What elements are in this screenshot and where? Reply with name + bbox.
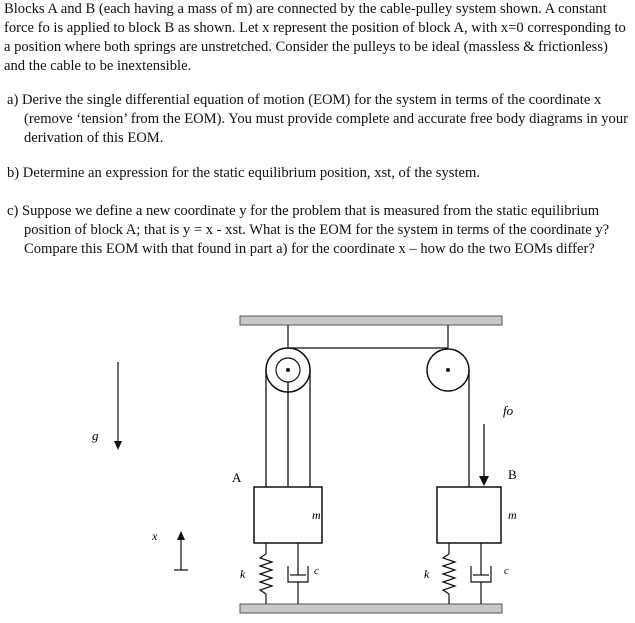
mass-b-label: m <box>508 508 517 522</box>
damper-b-label: c <box>504 565 509 577</box>
gravity-label: g <box>92 428 99 443</box>
part-b-text: b) Determine an expression for the static equilibrium position, xst, of the system. <box>7 165 480 181</box>
spring-b <box>443 543 455 604</box>
spring-b-label: k <box>424 567 430 581</box>
block-b <box>437 487 501 543</box>
force-label: fo <box>503 403 514 418</box>
damper-b <box>471 543 491 604</box>
spring-a <box>260 543 272 604</box>
ground-support <box>240 604 502 613</box>
force-arrow <box>479 424 489 486</box>
ceiling-support <box>240 316 502 325</box>
x-label: x <box>152 529 158 543</box>
part-a-text: a) Derive the single differential equation of motion (EOM) for the system in terms of the coordinate x (remove ‘tension’ from the EOM). You must provide complete and accurate free body diagrams in your derivation of this EOM. <box>7 92 628 146</box>
gravity-arrow <box>114 362 122 450</box>
pulley-b <box>427 349 469 391</box>
intro-text: Blocks A and B (each having a mass of m) are connected by the cable-pulley system shown. A constant force fo is applied to block B as shown. Let x represent the position of block A, with x=0 corresponding to a position where both springs are unstretched. Consider the pulleys to be ideal (massless & frictionless) and the cable to be inextensible. <box>4 1 626 74</box>
mass-a-label: m <box>312 508 321 522</box>
x-coordinate-arrow <box>174 531 188 570</box>
block-a-label: A <box>232 470 242 485</box>
block-b-label: B <box>508 467 517 482</box>
damper-a <box>288 543 308 604</box>
spring-a-label: k <box>240 567 246 581</box>
part-c-text: c) Suppose we define a new coordinate y for the problem that is measured from the static equilibrium position of block A; that is y = x - xst. What is the EOM for the system in terms of the coordinate y? Compare this EOM with that found in part a) for the coordinate x – how do the two EOMs differ? <box>7 203 610 257</box>
damper-a-label: c <box>314 565 319 577</box>
